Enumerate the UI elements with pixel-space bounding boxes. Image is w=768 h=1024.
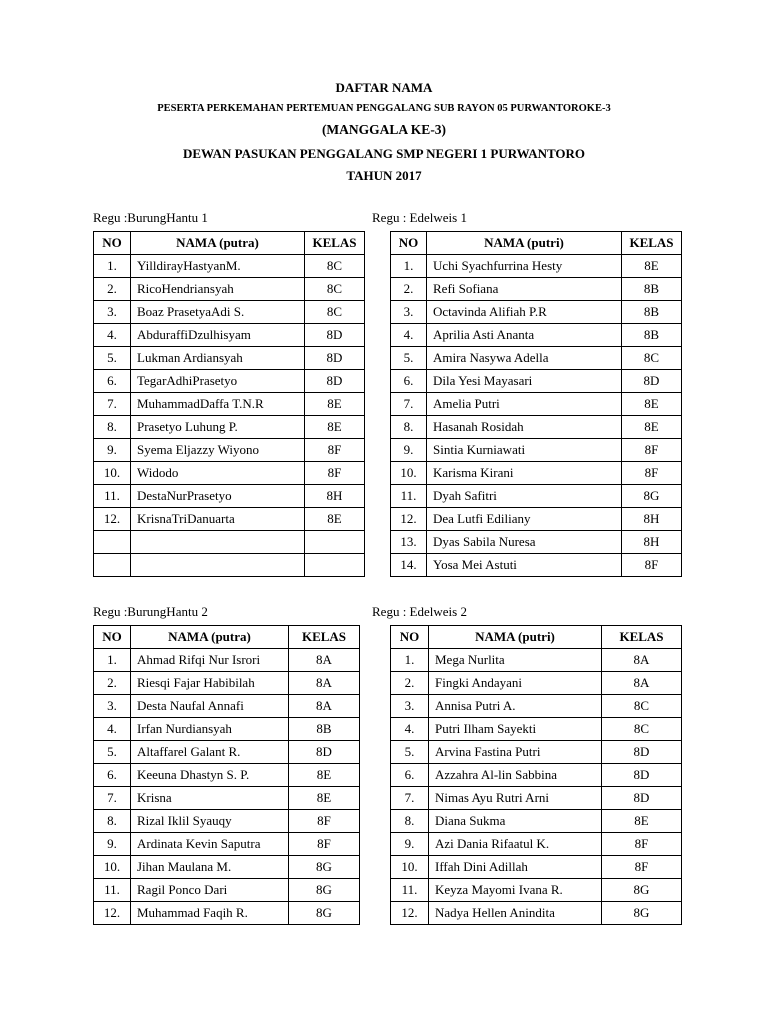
table-header-row (391, 626, 682, 649)
cell-nama (131, 554, 305, 577)
table-row (94, 531, 365, 554)
table-header-row (391, 232, 682, 255)
cell-no: 9. (94, 833, 131, 856)
cell-nama: Amira Nasywa Adella (427, 347, 622, 370)
cell-nama: Fingki Andayani (429, 672, 602, 695)
cell-no: 2. (391, 278, 427, 301)
cell-nama: Ragil Ponco Dari (131, 879, 289, 902)
regu-label-edelweis-2: Regu : Edelweis 2 (372, 604, 467, 619)
table-row (391, 370, 682, 393)
cell-kelas: 8E (602, 810, 682, 833)
table-header-row (94, 232, 365, 255)
cell-no: 3. (94, 301, 131, 324)
cell-no: 3. (94, 695, 131, 718)
document-subtitle: PESERTA PERKEMAHAN PERTEMUAN PENGGALANG SUB RAYON 05 PURWANTOROKE-3 (157, 103, 611, 114)
cell-nama: KrisnaTriDanuarta (131, 508, 305, 531)
cell-kelas: 8A (289, 672, 360, 695)
table-row (94, 278, 365, 301)
roster-table-edelweis-1 (390, 231, 682, 577)
roster-table-burunghantu-2 (93, 625, 360, 925)
cell-kelas: 8C (305, 278, 365, 301)
cell-nama: Uchi Syachfurrina Hesty (427, 255, 622, 278)
table-row (94, 902, 360, 925)
table-row (94, 649, 360, 672)
cell-no: 1. (94, 255, 131, 278)
cell-kelas: 8D (305, 347, 365, 370)
table-row (391, 393, 682, 416)
table-row (391, 787, 682, 810)
cell-nama: TegarAdhiPrasetyo (131, 370, 305, 393)
cell-kelas (305, 554, 365, 577)
table-row (94, 695, 360, 718)
table-row (94, 764, 360, 787)
cell-no: 9. (391, 439, 427, 462)
cell-nama: Putri Ilham Sayekti (429, 718, 602, 741)
cell-kelas: 8G (622, 485, 682, 508)
cell-nama: Amelia Putri (427, 393, 622, 416)
cell-nama: Azi Dania Rifaatul K. (429, 833, 602, 856)
cell-nama: Keyza Mayomi Ivana R. (429, 879, 602, 902)
cell-no: 1. (94, 649, 131, 672)
cell-no: 5. (391, 347, 427, 370)
cell-no: 5. (94, 741, 131, 764)
cell-nama: Aprilia Asti Ananta (427, 324, 622, 347)
cell-nama: MuhammadDaffa T.N.R (131, 393, 305, 416)
cell-no: 10. (94, 856, 131, 879)
cell-nama: Lukman Ardiansyah (131, 347, 305, 370)
cell-nama: Mega Nurlita (429, 649, 602, 672)
cell-kelas: 8D (289, 741, 360, 764)
cell-kelas: 8E (622, 416, 682, 439)
cell-no: 11. (94, 485, 131, 508)
column-header-nama: NAMA (putra) (131, 626, 289, 649)
cell-no: 14. (391, 554, 427, 577)
cell-kelas: 8E (305, 393, 365, 416)
table-row (391, 810, 682, 833)
table-row (94, 554, 365, 577)
column-header-nama: NAMA (putra) (131, 232, 305, 255)
cell-nama: Sintia Kurniawati (427, 439, 622, 462)
table-row (391, 764, 682, 787)
cell-no: 11. (391, 485, 427, 508)
table-row (391, 879, 682, 902)
cell-no: 12. (94, 902, 131, 925)
cell-kelas: 8F (602, 833, 682, 856)
table-row (391, 672, 682, 695)
cell-nama: Rizal Iklil Syauqy (131, 810, 289, 833)
cell-nama: Arvina Fastina Putri (429, 741, 602, 764)
table-row (94, 462, 365, 485)
table-row (391, 718, 682, 741)
cell-no: 11. (94, 879, 131, 902)
cell-kelas: 8B (622, 278, 682, 301)
cell-kelas: 8E (622, 255, 682, 278)
cell-no: 6. (391, 370, 427, 393)
table-row (391, 347, 682, 370)
column-header-kelas: KELAS (602, 626, 682, 649)
cell-no: 8. (94, 810, 131, 833)
cell-kelas: 8B (289, 718, 360, 741)
cell-kelas: 8F (305, 462, 365, 485)
cell-no: 1. (391, 649, 429, 672)
cell-kelas: 8B (622, 324, 682, 347)
cell-nama: Dyah Safitri (427, 485, 622, 508)
table-row (391, 902, 682, 925)
cell-nama: YilldirayHastyanM. (131, 255, 305, 278)
cell-kelas: 8D (602, 764, 682, 787)
cell-kelas: 8C (622, 347, 682, 370)
cell-kelas: 8E (289, 764, 360, 787)
table-row (391, 856, 682, 879)
roster-table-burunghantu-1 (93, 231, 365, 577)
cell-kelas: 8H (622, 531, 682, 554)
cell-kelas: 8D (305, 370, 365, 393)
cell-nama: Altaffarel Galant R. (131, 741, 289, 764)
cell-kelas: 8F (289, 810, 360, 833)
cell-no: 4. (391, 324, 427, 347)
cell-nama: Dila Yesi Mayasari (427, 370, 622, 393)
regu-label-burunghantu-1: Regu :BurungHantu 1 (93, 210, 208, 225)
cell-nama: Riesqi Fajar Habibilah (131, 672, 289, 695)
table-row (94, 833, 360, 856)
table-row (94, 787, 360, 810)
column-header-kelas: KELAS (289, 626, 360, 649)
cell-no: 2. (391, 672, 429, 695)
cell-kelas: 8F (602, 856, 682, 879)
column-header-kelas: KELAS (305, 232, 365, 255)
cell-kelas: 8H (305, 485, 365, 508)
cell-nama: Yosa Mei Astuti (427, 554, 622, 577)
table-row (391, 416, 682, 439)
table-row (391, 508, 682, 531)
cell-kelas (305, 531, 365, 554)
cell-no (94, 554, 131, 577)
table-row (94, 810, 360, 833)
cell-no: 12. (94, 508, 131, 531)
cell-nama: Prasetyo Luhung P. (131, 416, 305, 439)
cell-nama: Hasanah Rosidah (427, 416, 622, 439)
table-row (391, 255, 682, 278)
cell-kelas: 8E (305, 416, 365, 439)
cell-nama: Karisma Kirani (427, 462, 622, 485)
table-row (94, 393, 365, 416)
cell-kelas: 8C (602, 695, 682, 718)
cell-no: 7. (94, 787, 131, 810)
table-row (391, 439, 682, 462)
cell-kelas: 8G (289, 902, 360, 925)
cell-no (94, 531, 131, 554)
cell-nama: Dea Lutfi Ediliany (427, 508, 622, 531)
cell-kelas: 8D (602, 787, 682, 810)
table-row (94, 439, 365, 462)
roster-table-edelweis-2 (390, 625, 682, 925)
cell-kelas: 8D (305, 324, 365, 347)
cell-kelas: 8F (305, 439, 365, 462)
cell-kelas: 8F (622, 462, 682, 485)
table-row (94, 672, 360, 695)
column-header-no: NO (94, 232, 131, 255)
table-row (94, 324, 365, 347)
cell-nama: Widodo (131, 462, 305, 485)
cell-nama: Syema Eljazzy Wiyono (131, 439, 305, 462)
cell-no: 1. (391, 255, 427, 278)
table-row (94, 508, 365, 531)
cell-nama: Nadya Hellen Anindita (429, 902, 602, 925)
cell-no: 12. (391, 902, 429, 925)
cell-kelas: 8C (305, 301, 365, 324)
cell-no: 4. (94, 718, 131, 741)
cell-nama: Keeuna Dhastyn S. P. (131, 764, 289, 787)
cell-nama: Iffah Dini Adillah (429, 856, 602, 879)
cell-kelas: 8H (622, 508, 682, 531)
column-header-no: NO (391, 232, 427, 255)
cell-nama: Desta Naufal Annafi (131, 695, 289, 718)
cell-no: 8. (391, 416, 427, 439)
cell-kelas: 8E (622, 393, 682, 416)
cell-nama: Nimas Ayu Rutri Arni (429, 787, 602, 810)
table-row (94, 255, 365, 278)
cell-nama: Ahmad Rifqi Nur Isrori (131, 649, 289, 672)
cell-nama (131, 531, 305, 554)
cell-nama: Refi Sofiana (427, 278, 622, 301)
cell-no: 3. (391, 695, 429, 718)
cell-kelas: 8G (602, 879, 682, 902)
cell-kelas: 8D (622, 370, 682, 393)
cell-kelas: 8C (305, 255, 365, 278)
cell-nama: Azzahra Al-lin Sabbina (429, 764, 602, 787)
table-row (391, 649, 682, 672)
cell-kelas: 8A (289, 649, 360, 672)
cell-no: 4. (391, 718, 429, 741)
cell-no: 7. (94, 393, 131, 416)
regu-label-burunghantu-2: Regu :BurungHantu 2 (93, 604, 208, 619)
cell-kelas: 8E (305, 508, 365, 531)
cell-no: 7. (391, 393, 427, 416)
cell-nama: Muhammad Faqih R. (131, 902, 289, 925)
event-name: (MANGGALA KE-3) (321, 122, 447, 137)
cell-kelas: 8F (289, 833, 360, 856)
cell-no: 12. (391, 508, 427, 531)
cell-kelas: 8E (289, 787, 360, 810)
table-row (94, 370, 365, 393)
table-row (94, 416, 365, 439)
cell-no: 5. (391, 741, 429, 764)
table-row (391, 695, 682, 718)
cell-no: 9. (391, 833, 429, 856)
cell-nama: Boaz PrasetyaAdi S. (131, 301, 305, 324)
cell-kelas: 8G (289, 879, 360, 902)
cell-kelas: 8G (289, 856, 360, 879)
cell-no: 10. (391, 856, 429, 879)
cell-no: 6. (94, 370, 131, 393)
cell-no: 11. (391, 879, 429, 902)
cell-nama: Irfan Nurdiansyah (131, 718, 289, 741)
column-header-no: NO (391, 626, 429, 649)
table-row (94, 718, 360, 741)
regu-label-edelweis-1: Regu : Edelweis 1 (372, 210, 467, 225)
table-row (94, 741, 360, 764)
cell-kelas: 8A (602, 649, 682, 672)
cell-no: 10. (94, 462, 131, 485)
cell-nama: Diana Sukma (429, 810, 602, 833)
cell-no: 6. (391, 764, 429, 787)
table-row (391, 554, 682, 577)
cell-no: 10. (391, 462, 427, 485)
table-row (94, 485, 365, 508)
table-row (94, 879, 360, 902)
table-row (391, 485, 682, 508)
table-header-row (94, 626, 360, 649)
table-row (94, 301, 365, 324)
cell-no: 2. (94, 672, 131, 695)
cell-kelas: 8D (602, 741, 682, 764)
cell-kelas: 8B (622, 301, 682, 324)
column-header-nama: NAMA (putri) (429, 626, 602, 649)
cell-kelas: 8G (602, 902, 682, 925)
cell-nama: Dyas Sabila Nuresa (427, 531, 622, 554)
document-year: TAHUN 2017 (346, 168, 422, 183)
cell-kelas: 8A (289, 695, 360, 718)
cell-nama: Jihan Maulana M. (131, 856, 289, 879)
cell-nama: Krisna (131, 787, 289, 810)
column-header-no: NO (94, 626, 131, 649)
table-row (94, 347, 365, 370)
cell-no: 8. (391, 810, 429, 833)
column-header-kelas: KELAS (622, 232, 682, 255)
cell-nama: Annisa Putri A. (429, 695, 602, 718)
cell-nama: RicoHendriansyah (131, 278, 305, 301)
table-row (391, 324, 682, 347)
cell-no: 2. (94, 278, 131, 301)
column-header-nama: NAMA (putri) (427, 232, 622, 255)
cell-no: 6. (94, 764, 131, 787)
document-title: DAFTAR NAMA (335, 80, 433, 95)
cell-no: 7. (391, 787, 429, 810)
cell-no: 3. (391, 301, 427, 324)
organization-name: DEWAN PASUKAN PENGGALANG SMP NEGERI 1 PURWANTORO (182, 146, 586, 161)
table-row (391, 462, 682, 485)
cell-nama: Octavinda Alifiah P.R (427, 301, 622, 324)
table-row (391, 833, 682, 856)
cell-kelas: 8F (622, 439, 682, 462)
cell-nama: Ardinata Kevin Saputra (131, 833, 289, 856)
cell-no: 8. (94, 416, 131, 439)
table-row (391, 278, 682, 301)
cell-no: 4. (94, 324, 131, 347)
table-row (391, 741, 682, 764)
table-row (391, 531, 682, 554)
table-row (391, 301, 682, 324)
cell-kelas: 8F (622, 554, 682, 577)
cell-kelas: 8C (602, 718, 682, 741)
cell-no: 9. (94, 439, 131, 462)
cell-no: 13. (391, 531, 427, 554)
table-row (94, 856, 360, 879)
cell-kelas: 8A (602, 672, 682, 695)
cell-nama: DestaNurPrasetyo (131, 485, 305, 508)
cell-nama: AbduraffiDzulhisyam (131, 324, 305, 347)
cell-no: 5. (94, 347, 131, 370)
